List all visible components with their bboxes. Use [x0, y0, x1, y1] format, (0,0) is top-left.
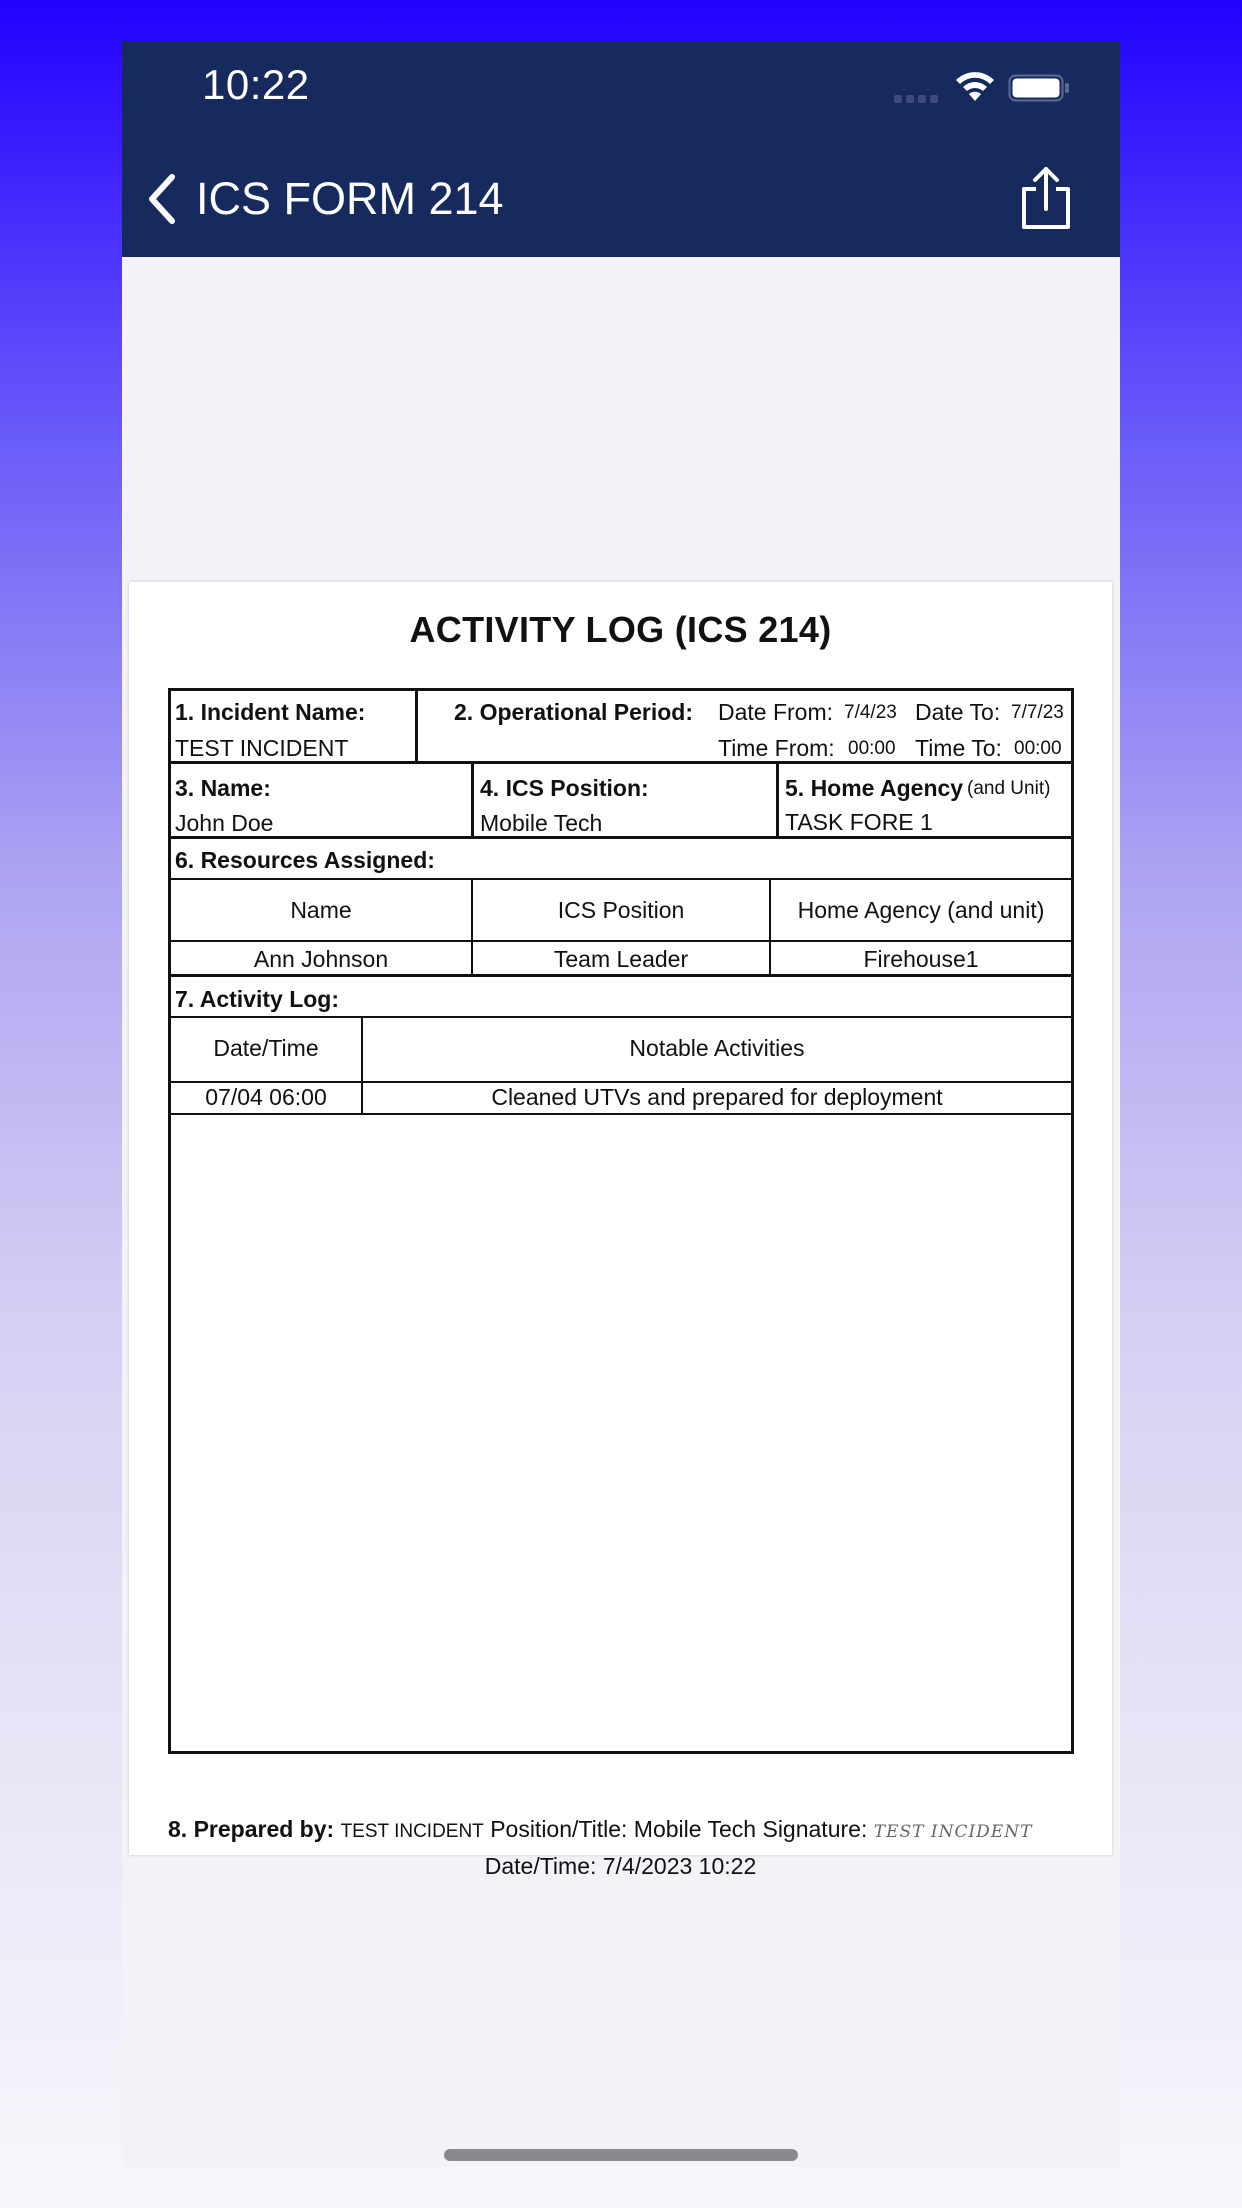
position-title-value: Mobile Tech — [633, 1816, 757, 1842]
cellular-signal-icon — [894, 95, 938, 103]
divider — [471, 764, 474, 836]
home-agency-sublabel: (and Unit) — [967, 778, 1051, 799]
share-icon[interactable] — [1018, 165, 1074, 231]
incident-name-value: TEST INCIDENT — [175, 735, 349, 761]
navigation-bar — [122, 41, 1120, 257]
date-from-value: 7/4/23 — [844, 702, 897, 723]
time-to-label: Time To: — [915, 735, 1002, 761]
date-to-value: 7/7/23 — [1011, 702, 1064, 723]
divider — [171, 1081, 1071, 1083]
prepared-by-line — [168, 1818, 1032, 1841]
activity-row-notable: Cleaned UTVs and prepared for deployment — [491, 1084, 943, 1110]
resources-header-position: ICS Position — [557, 897, 685, 923]
activity-header-notable: Notable Activities — [629, 1035, 805, 1061]
divider — [171, 940, 1071, 942]
resources-header-name: Name — [290, 897, 352, 923]
resource-row-agency: Firehouse1 — [863, 946, 979, 972]
prepared-datetime-line — [129, 1855, 1112, 1878]
divider — [171, 836, 1071, 839]
activity-header-datetime: Date/Time — [213, 1035, 319, 1061]
pdf-document-page[interactable] — [129, 582, 1112, 1879]
divider — [171, 974, 1071, 977]
chevron-left-icon[interactable] — [144, 171, 180, 227]
prepared-by-value: TEST INCIDENT — [340, 1821, 484, 1842]
signature-label: Signature: — [762, 1816, 868, 1842]
resource-row-position: Team Leader — [553, 946, 689, 972]
incident-name-label: 1. Incident Name: — [175, 699, 366, 725]
name-value: John Doe — [175, 810, 274, 836]
battery-icon — [1008, 74, 1070, 102]
activity-row-datetime: 07/04 06:00 — [205, 1084, 327, 1110]
divider — [415, 691, 418, 761]
document-title: ACTIVITY LOG (ICS 214) — [409, 609, 832, 650]
nav-title: ICS FORM 214 — [196, 173, 504, 224]
home-agency-label: 5. Home Agency — [785, 775, 964, 801]
divider — [171, 878, 1071, 880]
position-title-label: Position/Title: — [490, 1816, 628, 1842]
name-label: 3. Name: — [175, 775, 271, 801]
ics-position-label: 4. ICS Position: — [480, 775, 649, 801]
ics-position-value: Mobile Tech — [480, 810, 603, 836]
divider — [776, 764, 779, 836]
resources-header-agency: Home Agency (and unit) — [797, 897, 1045, 923]
signature-image: TEST INCIDENT — [873, 1822, 1033, 1842]
divider — [171, 1016, 1071, 1018]
prepared-datetime-label: Date/Time: — [484, 1853, 597, 1879]
activity-log-label: 7. Activity Log: — [175, 986, 339, 1012]
divider — [171, 1113, 1071, 1115]
date-from-label: Date From: — [718, 699, 834, 725]
resource-row-name: Ann Johnson — [253, 946, 389, 972]
time-from-value: 00:00 — [848, 738, 896, 759]
status-time: 10:22 — [202, 61, 310, 108]
ics-214-form — [168, 688, 1074, 1754]
wifi-icon — [952, 69, 998, 103]
divider — [171, 761, 1071, 764]
time-from-label: Time From: — [718, 735, 835, 761]
phone-screen — [122, 41, 1120, 2167]
date-to-label: Date To: — [915, 699, 1001, 725]
home-indicator[interactable] — [444, 2149, 798, 2161]
prepared-by-label: 8. Prepared by: — [168, 1816, 335, 1842]
resources-assigned-label: 6. Resources Assigned: — [175, 847, 435, 873]
home-agency-value: TASK FORE 1 — [785, 809, 933, 835]
prepared-datetime-value: 7/4/2023 10:22 — [602, 1853, 757, 1879]
operational-period-label: 2. Operational Period: — [454, 699, 693, 725]
time-to-value: 00:00 — [1014, 738, 1062, 759]
